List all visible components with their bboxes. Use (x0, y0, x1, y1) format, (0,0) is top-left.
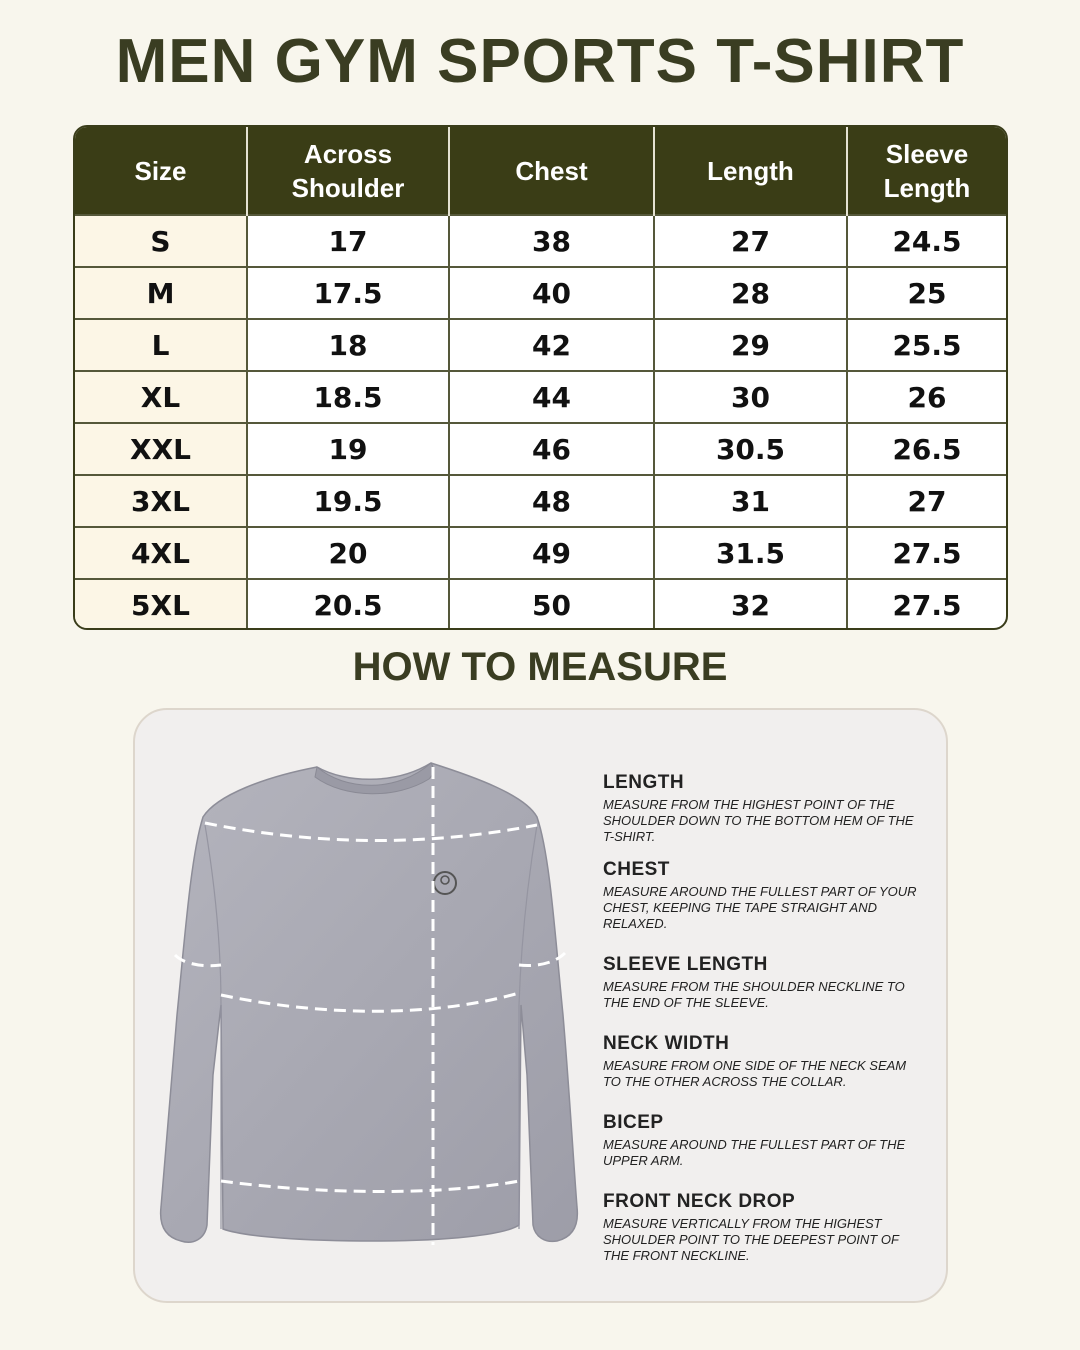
sleeve-cell: 26 (847, 371, 1006, 423)
length-cell: 29 (654, 319, 847, 371)
shoulder-cell: 20.5 (247, 579, 449, 630)
table-row (75, 579, 1006, 630)
length-cell: 30 (654, 371, 847, 423)
table-row (75, 371, 1006, 423)
measure-card (133, 708, 948, 1303)
shoulder-cell: 20 (247, 527, 449, 579)
instruction-title: BICEP (603, 1112, 664, 1133)
instruction-desc: MEASURE FROM THE SHOULDER NECKLINE TO THE END OF THE SLEEVE. (603, 979, 905, 1010)
length-cell: 30.5 (654, 423, 847, 475)
shoulder-cell: 17.5 (247, 267, 449, 319)
sleeve-cell: 24.5 (847, 215, 1006, 267)
instruction-bicep (603, 1112, 923, 1169)
table-row (75, 267, 1006, 319)
size-cell: L (75, 319, 247, 371)
length-cell: 27 (654, 215, 847, 267)
table-header-row (75, 127, 1006, 215)
shoulder-cell: 17 (247, 215, 449, 267)
size-cell: M (75, 267, 247, 319)
instruction-desc: MEASURE AROUND THE FULLEST PART OF THE UPPER ARM. (603, 1137, 906, 1168)
shoulder-cell: 18 (247, 319, 449, 371)
instruction-title: CHEST (603, 859, 670, 880)
sleeve-cell: 26.5 (847, 423, 1006, 475)
header-length: Length (654, 127, 847, 215)
size-cell: S (75, 215, 247, 267)
header-across-shoulder: Across Shoulder (247, 127, 449, 215)
chest-cell: 46 (449, 423, 654, 475)
shoulder-cell: 18.5 (247, 371, 449, 423)
instruction-length (603, 772, 923, 845)
instruction-title: SLEEVE LENGTH (603, 954, 768, 975)
header-chest: Chest (449, 127, 654, 215)
instruction-chest (603, 859, 923, 932)
instruction-title: LENGTH (603, 772, 685, 793)
length-cell: 32 (654, 579, 847, 630)
size-cell: 3XL (75, 475, 247, 527)
instruction-front-neck-drop (603, 1191, 923, 1264)
sleeve-cell: 27.5 (847, 527, 1006, 579)
chest-cell: 40 (449, 267, 654, 319)
table-row (75, 423, 1006, 475)
instruction-desc: MEASURE FROM THE HIGHEST POINT OF THE SHOULDER DOWN TO THE BOTTOM HEM OF THE T-SHIRT. (603, 797, 914, 844)
size-cell: XXL (75, 423, 247, 475)
table-row (75, 527, 1006, 579)
tshirt-illustration (145, 755, 615, 1265)
chest-cell: 48 (449, 475, 654, 527)
instruction-sleeve-length (603, 954, 923, 1011)
header-size: Size (75, 127, 247, 215)
measure-instructions (603, 772, 923, 1278)
table-row (75, 215, 1006, 267)
instruction-desc: MEASURE FROM ONE SIDE OF THE NECK SEAM TO THE OTHER ACROSS THE COLLAR. (603, 1058, 907, 1089)
shoulder-cell: 19 (247, 423, 449, 475)
length-cell: 28 (654, 267, 847, 319)
table-row (75, 319, 1006, 371)
size-cell: 5XL (75, 579, 247, 630)
length-cell: 31.5 (654, 527, 847, 579)
sleeve-cell: 27.5 (847, 579, 1006, 630)
chest-cell: 42 (449, 319, 654, 371)
chest-cell: 49 (449, 527, 654, 579)
instruction-neck-width (603, 1033, 923, 1090)
size-cell: XL (75, 371, 247, 423)
header-sleeve-length: Sleeve Length (847, 127, 1006, 215)
length-cell: 31 (654, 475, 847, 527)
chest-cell: 50 (449, 579, 654, 630)
instruction-title: FRONT NECK DROP (603, 1191, 796, 1212)
instruction-desc: MEASURE AROUND THE FULLEST PART OF YOUR CHEST, KEEPING THE TAPE STRAIGHT AND RELAXED. (603, 884, 917, 931)
sleeve-cell: 27 (847, 475, 1006, 527)
size-chart-table (73, 125, 1008, 630)
page-title: MEN GYM SPORTS T-SHIRT (115, 27, 965, 96)
chest-cell: 44 (449, 371, 654, 423)
chest-cell: 38 (449, 215, 654, 267)
how-to-measure-title: HOW TO MEASURE (352, 645, 728, 689)
size-cell: 4XL (75, 527, 247, 579)
table-row (75, 475, 1006, 527)
shoulder-cell: 19.5 (247, 475, 449, 527)
sleeve-cell: 25.5 (847, 319, 1006, 371)
sleeve-cell: 25 (847, 267, 1006, 319)
instruction-title: NECK WIDTH (603, 1033, 730, 1054)
instruction-desc: MEASURE VERTICALLY FROM THE HIGHEST SHOULDER POINT TO THE DEEPEST POINT OF THE FRONT NECKLINE. (603, 1216, 899, 1263)
tshirt-body (161, 763, 578, 1242)
